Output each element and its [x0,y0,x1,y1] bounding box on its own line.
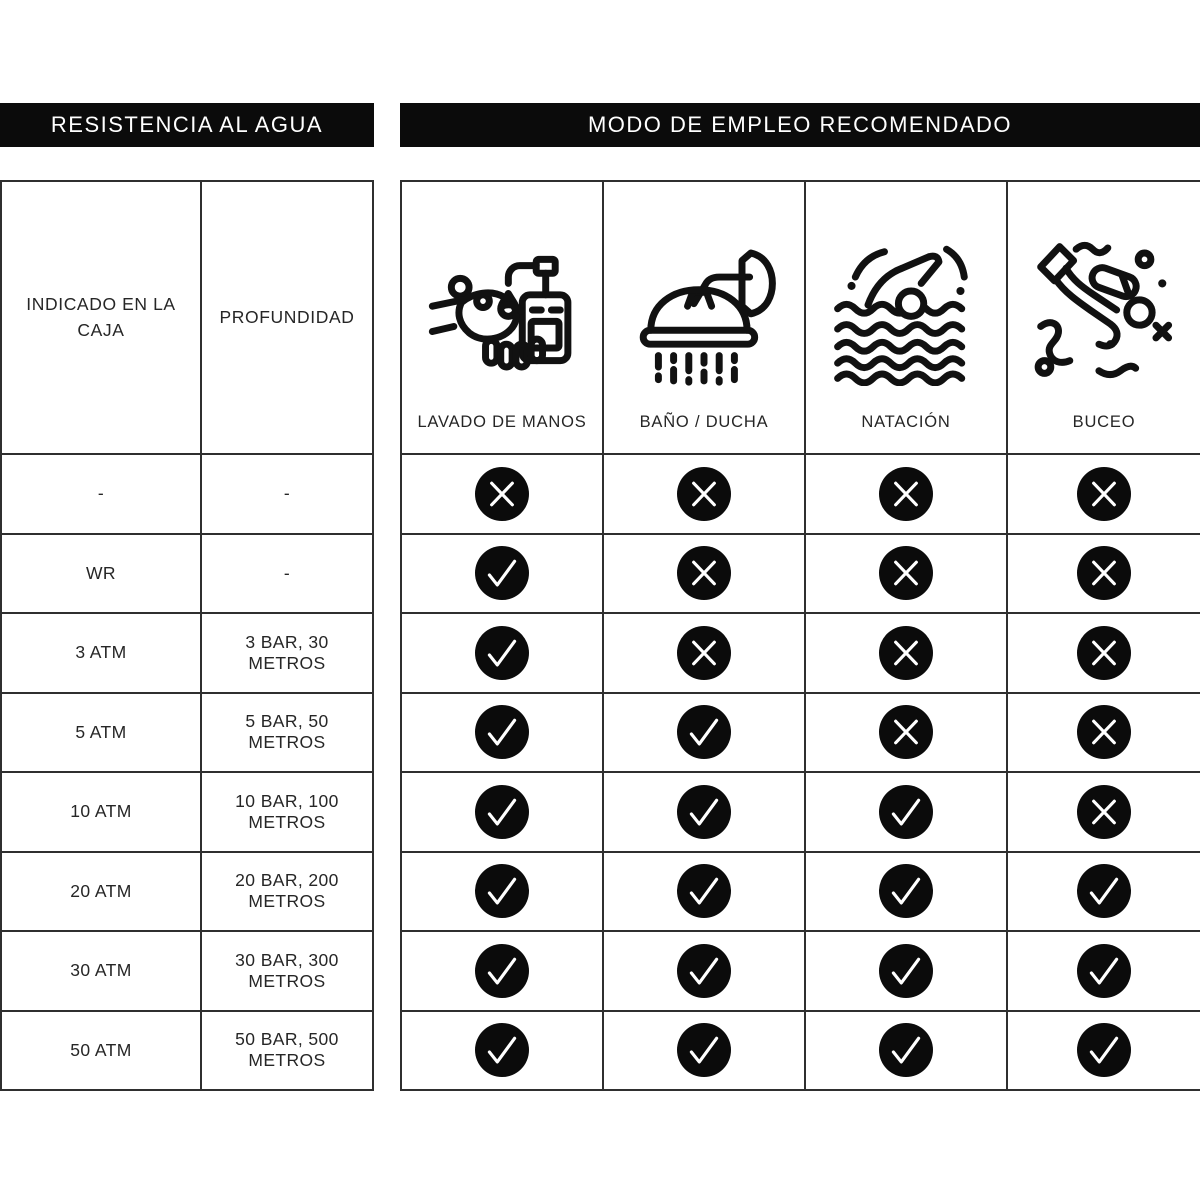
column-header-depth [201,181,373,454]
usage-mark [475,705,529,759]
shower-icon [604,182,804,413]
usage-cell [805,852,1007,932]
usage-mark [879,944,933,998]
usage-mark [677,944,731,998]
usage-cell [805,613,1007,693]
left-section-header [0,103,374,147]
usage-row [401,1011,1200,1091]
depth-cell: 50 BAR, 500 METROS [201,1011,373,1091]
usage-cell [1007,772,1200,852]
check-icon [475,864,529,918]
usage-mark [677,467,731,521]
usage-row [401,454,1200,534]
check-icon [879,1023,933,1077]
usage-mark [475,1023,529,1077]
table-row [1,693,373,773]
usage-cell [401,613,603,693]
usage-row [401,693,1200,773]
activity-label: NATACIÓN [861,413,951,431]
usage-mark [677,626,731,680]
activity-column-swimming [805,181,1007,454]
case-marking-cell: - [1,454,201,534]
check-icon [1077,864,1131,918]
case-marking-cell: WR [1,534,201,614]
usage-mark [1077,467,1131,521]
usage-mark [475,864,529,918]
usage-cell [1007,454,1200,534]
usage-cell [1007,931,1200,1011]
usage-mark [879,785,933,839]
check-icon [475,705,529,759]
depth-cell: 10 BAR, 100 METROS [201,772,373,852]
depth-cell: 20 BAR, 200 METROS [201,852,373,932]
check-icon [677,785,731,839]
usage-cell [805,693,1007,773]
usage-cell [805,454,1007,534]
check-icon [879,944,933,998]
case-marking-cell: 30 ATM [1,931,201,1011]
usage-cell [401,534,603,614]
usage-cell [805,931,1007,1011]
check-icon [475,785,529,839]
usage-cell [603,693,805,773]
check-icon [475,626,529,680]
check-icon [677,864,731,918]
usage-cell [805,772,1007,852]
usage-cell [805,1011,1007,1091]
cross-icon [677,626,731,680]
usage-cell [1007,613,1200,693]
depth-cell: 30 BAR, 300 METROS [201,931,373,1011]
usage-cell [1007,693,1200,773]
usage-mark [879,626,933,680]
table-row [1,772,373,852]
usage-row [401,613,1200,693]
case-marking-cell: 10 ATM [1,772,201,852]
check-icon [677,944,731,998]
usage-mark [879,467,933,521]
depth-cell: - [201,534,373,614]
usage-cell [603,931,805,1011]
cross-icon [879,626,933,680]
usage-cell [1007,852,1200,932]
usage-mark [1077,546,1131,600]
usage-mark [677,705,731,759]
usage-cell [1007,534,1200,614]
usage-mark [677,546,731,600]
usage-mark [677,785,731,839]
usage-mark [475,546,529,600]
usage-cell [603,613,805,693]
activity-column-diving [1007,181,1200,454]
usage-cell [401,693,603,773]
usage-mark [677,1023,731,1077]
usage-cell [1007,1011,1200,1091]
usage-row [401,772,1200,852]
usage-mark [1077,626,1131,680]
recommended-use-table [400,180,1200,1091]
case-marking-cell: 3 ATM [1,613,201,693]
column-header-case-label: INDICADO EN LA CAJA [26,294,176,340]
usage-row [401,931,1200,1011]
case-marking-cell: 50 ATM [1,1011,201,1091]
case-marking-cell: 5 ATM [1,693,201,773]
cross-icon [1077,785,1131,839]
cross-icon [677,467,731,521]
table-row [1,534,373,614]
activities-header-row [401,181,1200,454]
column-header-depth-label: PROFUNDIDAD [219,306,355,327]
check-icon [879,785,933,839]
usage-cell [805,534,1007,614]
usage-cell [401,852,603,932]
check-icon [677,1023,731,1077]
cross-icon [1077,467,1131,521]
check-icon [475,546,529,600]
depth-cell: 3 BAR, 30 METROS [201,613,373,693]
swimming-icon [806,182,1006,413]
usage-mark [475,785,529,839]
activity-column-handwashing [401,181,603,454]
right-section-header [400,103,1200,147]
usage-mark [1077,864,1131,918]
usage-cell [401,454,603,534]
table-row [1,1011,373,1091]
usage-mark [475,467,529,521]
depth-cell: - [201,454,373,534]
scuba-diving-icon [1008,182,1200,413]
table-row [1,454,373,534]
cross-icon [1077,705,1131,759]
check-icon [677,705,731,759]
check-icon [879,864,933,918]
activity-column-shower [603,181,805,454]
check-icon [475,944,529,998]
usage-cell [401,772,603,852]
check-icon [1077,1023,1131,1077]
usage-cell [603,772,805,852]
right-section-title: MODO DE EMPLEO RECOMENDADO [587,112,1013,137]
check-icon [1077,944,1131,998]
usage-mark [1077,785,1131,839]
usage-cell [401,931,603,1011]
cross-icon [677,546,731,600]
check-icon [475,1023,529,1077]
left-section-title: RESISTENCIA AL AGUA [50,112,324,137]
column-header-case [1,181,201,454]
usage-mark [475,944,529,998]
usage-mark [879,1023,933,1077]
usage-mark [879,546,933,600]
cross-icon [879,705,933,759]
usage-cell [603,534,805,614]
usage-mark [1077,944,1131,998]
usage-row [401,534,1200,614]
usage-mark [879,705,933,759]
usage-mark [879,864,933,918]
activity-label: BUCEO [1072,413,1136,431]
usage-cell [401,1011,603,1091]
cross-icon [879,546,933,600]
cross-icon [1077,626,1131,680]
table-row [1,613,373,693]
activity-label: BAÑO / DUCHA [639,413,769,431]
table-header-row [1,181,373,454]
water-resistance-table [0,180,374,1091]
depth-cell: 5 BAR, 50 METROS [201,693,373,773]
activity-label: LAVADO DE MANOS [417,413,587,431]
case-marking-cell: 20 ATM [1,852,201,932]
usage-cell [603,1011,805,1091]
cross-icon [879,467,933,521]
table-row [1,852,373,932]
cross-icon [475,467,529,521]
usage-cell [603,454,805,534]
usage-cell [603,852,805,932]
usage-mark [1077,1023,1131,1077]
cross-icon [1077,546,1131,600]
table-row [1,931,373,1011]
usage-mark [475,626,529,680]
usage-mark [1077,705,1131,759]
usage-mark [677,864,731,918]
usage-row [401,852,1200,932]
hand-washing-icon [402,182,602,413]
